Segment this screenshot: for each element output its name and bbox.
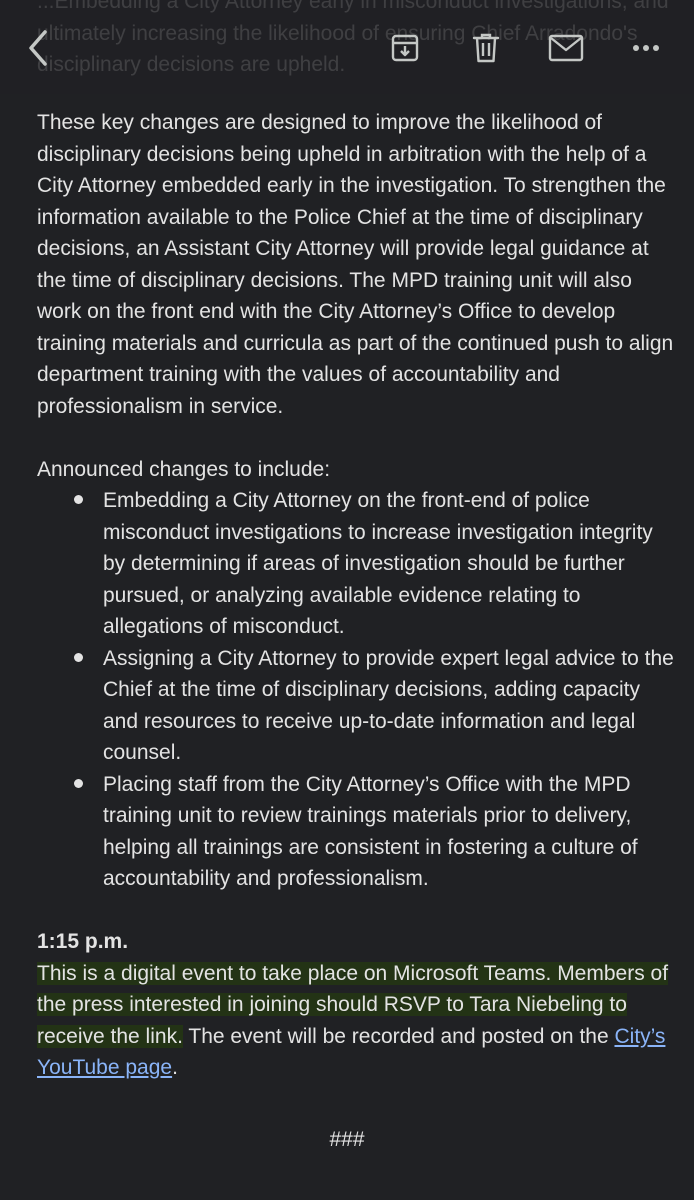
list-item-text: Assigning a City Attorney to provide expert legal advice to the Chief at the time of disciplinary decisions, adding capacity and resources to receive up-to-date information and legal counsel. (103, 646, 674, 764)
event-text: The event will be recorded and posted on the (182, 1024, 615, 1048)
end-mark: ### (329, 1128, 365, 1151)
intro-paragraph: These key changes are designed to improve the likelihood of disciplinary decisions being upheld in arbitration with the help of a City Attorney embedded early in the investigation. To strengthen the information available to the Police Chief at the time of disciplinary decisions, an Assistant City Attorney will provide legal guidance at the time of disciplinary decisions. The MPD training unit will also work on the front end with the City Attorney’s Office to develop training materials and curricula as part of the continued push to align department training with the values of accountability and professionalism in service. (37, 111, 674, 418)
archive-icon[interactable] (383, 26, 427, 70)
event-time-heading: 1:15 p.m. (37, 930, 129, 953)
highlighted-event-text: This is a digital event to take place on Microsoft Teams. Members of the press interested in joining should RSVP to Tara Niebeling to receive the link. (37, 961, 669, 1048)
bullet-icon (74, 495, 83, 504)
event-text-end: . (172, 1056, 178, 1079)
list-item (37, 485, 677, 643)
list-item-text: Embedding a City Attorney on the front-end of police misconduct investigations to increase investigation integrity by determining if areas of investigation should be further pursued, or analyzing available evidence relating to allegations of misconduct. (103, 489, 653, 638)
back-arrow-icon[interactable] (16, 26, 60, 70)
trash-icon[interactable] (464, 26, 508, 70)
paragraph-spacer (37, 422, 677, 454)
changes-intro: Announced changes to include: (37, 457, 331, 481)
paragraph-spacer (37, 895, 677, 927)
mail-icon[interactable] (544, 26, 588, 70)
email-toolbar (0, 0, 694, 94)
more-vertical-icon[interactable] (624, 26, 668, 70)
changes-list (37, 485, 677, 895)
email-body (37, 107, 677, 1084)
list-item-text: Placing staff from the City Attorney’s Office with the MPD training unit to review trainings materials prior to delivery, helping all trainings are consistent in fostering a culture of accountability and professionalism. (103, 772, 638, 890)
bullet-icon (74, 779, 83, 788)
list-item (37, 769, 677, 895)
event-paragraph (37, 958, 677, 1084)
youtube-page-link[interactable]: City’s YouTube page (37, 1024, 666, 1079)
list-item (37, 643, 677, 769)
bullet-icon (74, 653, 83, 662)
